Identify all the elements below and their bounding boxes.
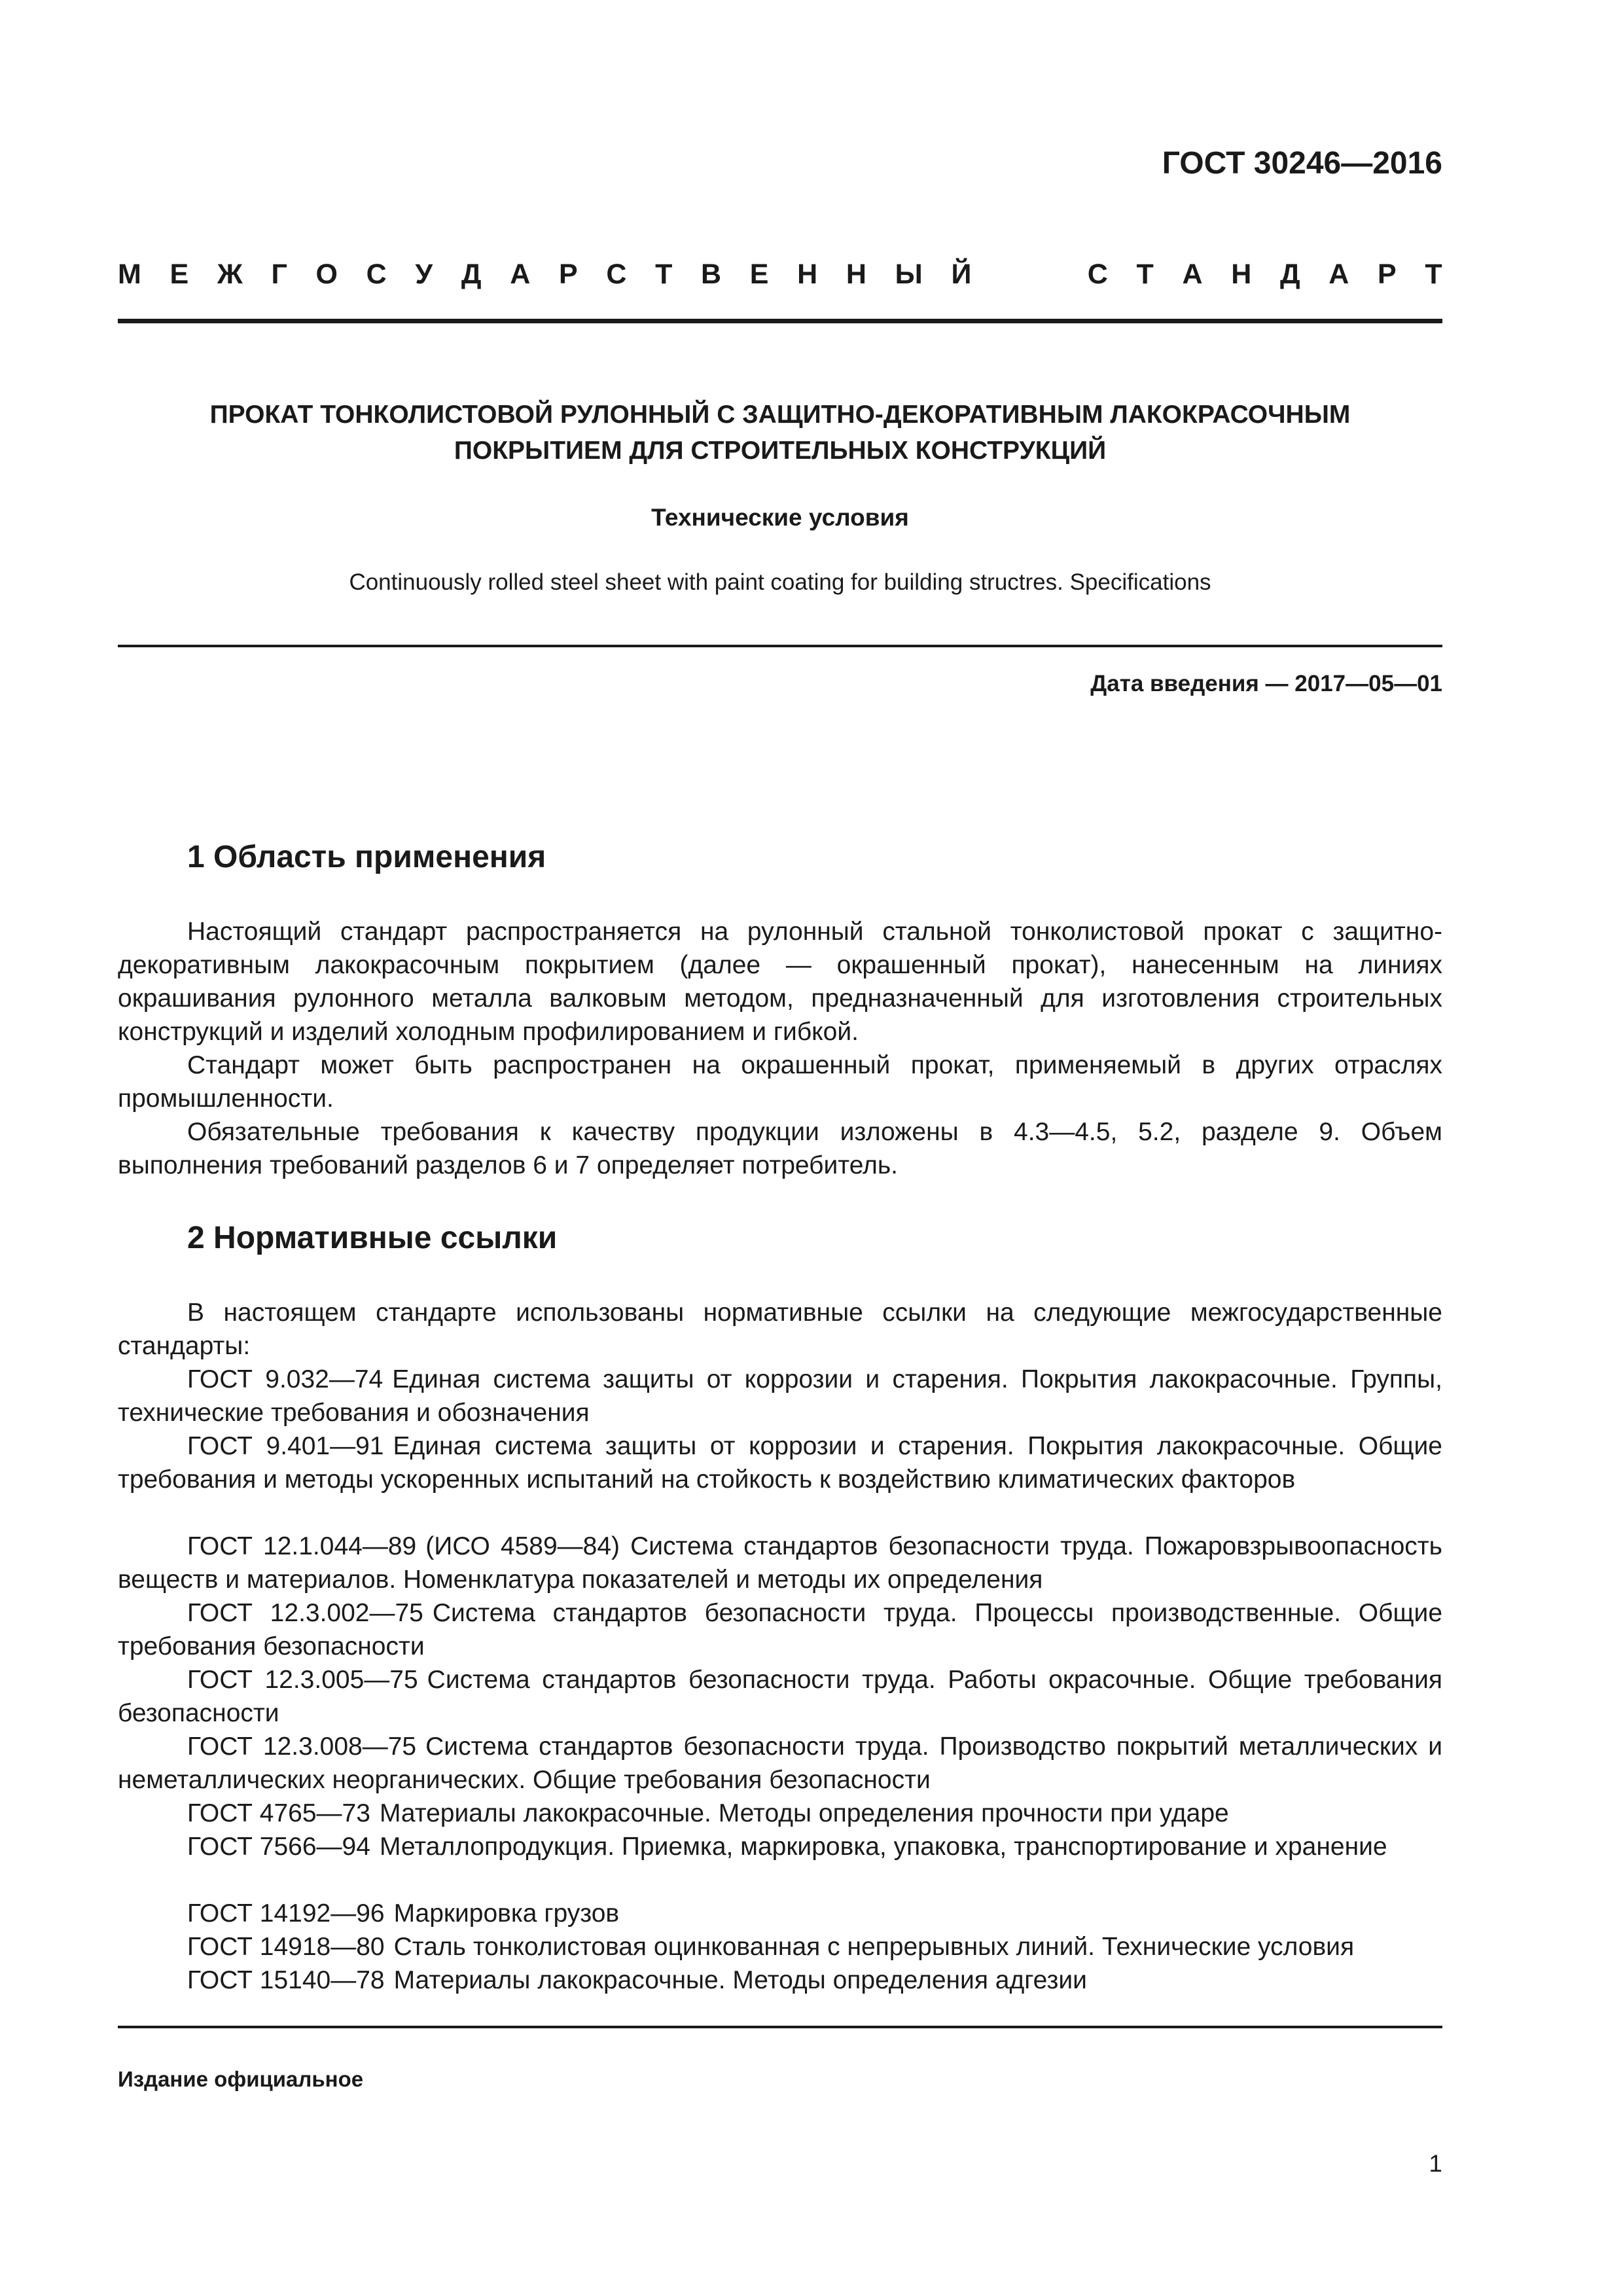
standard-kind-letter: А bbox=[1182, 259, 1203, 290]
reference-item bbox=[118, 1363, 1442, 1429]
title-line-2: ПОКРЫТИЕМ ДЛЯ СТРОИТЕЛЬНЫХ КОНСТРУКЦИЙ bbox=[454, 437, 1107, 465]
standard-kind-letter: Н bbox=[1231, 259, 1252, 290]
official-edition-label: Издание официальное bbox=[118, 2067, 364, 2091]
reference-code: ГОСТ 7566—94 bbox=[187, 1833, 370, 1861]
section-1-heading: 1 Область применения bbox=[187, 840, 546, 874]
standard-kind-letter: Т bbox=[1136, 259, 1154, 290]
reference-code: ГОСТ 9.032—74 bbox=[187, 1365, 383, 1393]
reference-item bbox=[118, 1830, 1442, 1863]
reference-item bbox=[118, 1596, 1442, 1663]
reference-item bbox=[118, 1964, 1442, 1997]
reference-item bbox=[118, 1530, 1442, 1596]
standard-kind-letter: Ж bbox=[217, 259, 243, 290]
header-rule bbox=[118, 319, 1442, 323]
reference-code: ГОСТ 9.401—91 bbox=[187, 1432, 384, 1460]
standard-kind-letter: Д bbox=[1279, 259, 1300, 290]
reference-code: ГОСТ 12.1.044—89 bbox=[187, 1532, 417, 1560]
reference-item bbox=[118, 1429, 1442, 1496]
reference-text: Металлопродукция. Приемка, маркировка, упаковка, транспортирование и хранение bbox=[379, 1833, 1387, 1861]
reference-text: Система стандартов безопасности труда. Работы окрасочные. Общие требования безопасности bbox=[118, 1666, 1442, 1727]
standard-kind-letter: Р bbox=[1378, 259, 1397, 290]
standard-code: ГОСТ 30246—2016 bbox=[1162, 146, 1442, 181]
standard-kind-letter: Н bbox=[846, 259, 866, 290]
introduction-date: Дата введения — 2017—05—01 bbox=[1090, 671, 1442, 696]
standard-kind-letter: А bbox=[510, 259, 531, 290]
document-title bbox=[118, 397, 1442, 469]
standard-kind-letter: Й bbox=[951, 259, 972, 290]
reference-item bbox=[118, 1730, 1442, 1797]
reference-code: ГОСТ 14918—80 bbox=[187, 1933, 385, 1961]
reference-text: Единая система защиты от коррозии и старения. Покрытия лакокрасочные. Группы, технические требования и обозначения bbox=[118, 1365, 1442, 1427]
reference-text: Материалы лакокрасочные. Методы определения адгезии bbox=[393, 1966, 1087, 1994]
standard-kind-letter: У bbox=[415, 259, 433, 290]
reference-text: Система стандартов безопасности труда. Процессы производственные. Общие требования безопасности bbox=[118, 1599, 1443, 1660]
standard-kind-letter: О bbox=[315, 259, 338, 290]
reference-text: Система стандартов безопасности труда. Производство покрытий металлических и неметаллических неорганических. Общие требования безопасности bbox=[118, 1732, 1442, 1794]
reference-code: ГОСТ 15140—78 bbox=[187, 1966, 385, 1994]
reference-code: ГОСТ 4765—73 bbox=[187, 1799, 370, 1827]
reference-code: ГОСТ 12.3.008—75 bbox=[187, 1732, 417, 1761]
english-title: Continuously rolled steel sheet with paint coating for building structres. Specifications bbox=[349, 569, 1211, 595]
reference-item bbox=[118, 1797, 1442, 1830]
standard-kind-letter: Ы bbox=[895, 259, 923, 290]
section-1-paragraph: Настоящий стандарт распространяется на рулонный стальной тонколистовой прокат с защитно-декоративным лакокрасочным покрытием (далее — окрашенный прокат), нанесенным на линиях окрашивания рулонного металла валковым методом, предназначенный для изготовления строительных конструкций и изделий холодным профилированием и гибкой. bbox=[118, 918, 1442, 1046]
standard-kind-letter: С bbox=[606, 259, 627, 290]
standard-kind-letter: Т bbox=[655, 259, 673, 290]
reference-text: Материалы лакокрасочные. Методы определения прочности при ударе bbox=[379, 1799, 1229, 1827]
standard-kind-letter: С bbox=[366, 259, 387, 290]
standard-kind-letter: А bbox=[1329, 259, 1349, 290]
reference-code: ГОСТ 12.3.002—75 bbox=[187, 1599, 423, 1627]
standard-kind-letter: Н bbox=[797, 259, 818, 290]
title-line-1: ПРОКАТ ТОНКОЛИСТОВОЙ РУЛОННЫЙ С ЗАЩИТНО-ДЕКОРАТИВНЫМ ЛАКОКРАСОЧНЫМ bbox=[209, 401, 1351, 429]
reference-text: Единая система защиты от коррозии и старения. Покрытия лакокрасочные. Общие требования и методы ускоренных испытаний на стойкость к воздействию климатических факторов bbox=[118, 1432, 1442, 1494]
standard-kind-letter: Т bbox=[1425, 259, 1442, 290]
standard-kind-letter: Д bbox=[461, 259, 482, 290]
reference-code: ГОСТ 12.3.005—75 bbox=[187, 1666, 418, 1694]
footer-rule bbox=[118, 2026, 1442, 2028]
document-subtitle: Технические условия bbox=[651, 504, 909, 531]
standard-kind-letter: Г bbox=[271, 259, 287, 290]
reference-text: Маркировка грузов bbox=[393, 1899, 620, 1928]
reference-code: ГОСТ 14192—96 bbox=[187, 1899, 385, 1928]
section-1-paragraph: Стандарт может быть распространен на окрашенный прокат, применяемый в других отраслях промышленности. bbox=[118, 1051, 1442, 1113]
section-2-heading: 2 Нормативные ссылки bbox=[187, 1221, 558, 1255]
reference-text: (ИСО 4589—84) Система стандартов безопасности труда. Пожаровзрывоопасность веществ и материалов. Номенклатура показателей и методы их определения bbox=[118, 1532, 1442, 1594]
standard-kind-letter: Р bbox=[558, 259, 578, 290]
standard-kind-line bbox=[118, 259, 1442, 291]
standard-kind-letter: В bbox=[701, 259, 722, 290]
reference-text: Сталь тонколистовая оцинкованная с непрерывных линий. Технические условия bbox=[393, 1933, 1355, 1961]
reference-item bbox=[118, 1930, 1442, 1964]
standard-kind-letter: М bbox=[118, 259, 141, 290]
standard-kind-letter: С bbox=[1087, 259, 1108, 290]
reference-item bbox=[118, 1663, 1442, 1730]
section-2-intro: В настоящем стандарте использованы нормативные ссылки на следующие межгосударственные стандарты: bbox=[118, 1299, 1442, 1360]
title-rule bbox=[118, 645, 1442, 647]
reference-item bbox=[118, 1897, 1442, 1930]
page-number: 1 bbox=[1429, 2150, 1442, 2177]
standard-kind-letter: Е bbox=[749, 259, 769, 290]
section-1-paragraph: Обязательные требования к качеству продукции изложены в 4.3—4.5, 5.2, разделе 9. Объем выполнения требований разделов 6 и 7 определяет потребитель. bbox=[118, 1118, 1442, 1179]
standard-kind-letter: Е bbox=[169, 259, 189, 290]
